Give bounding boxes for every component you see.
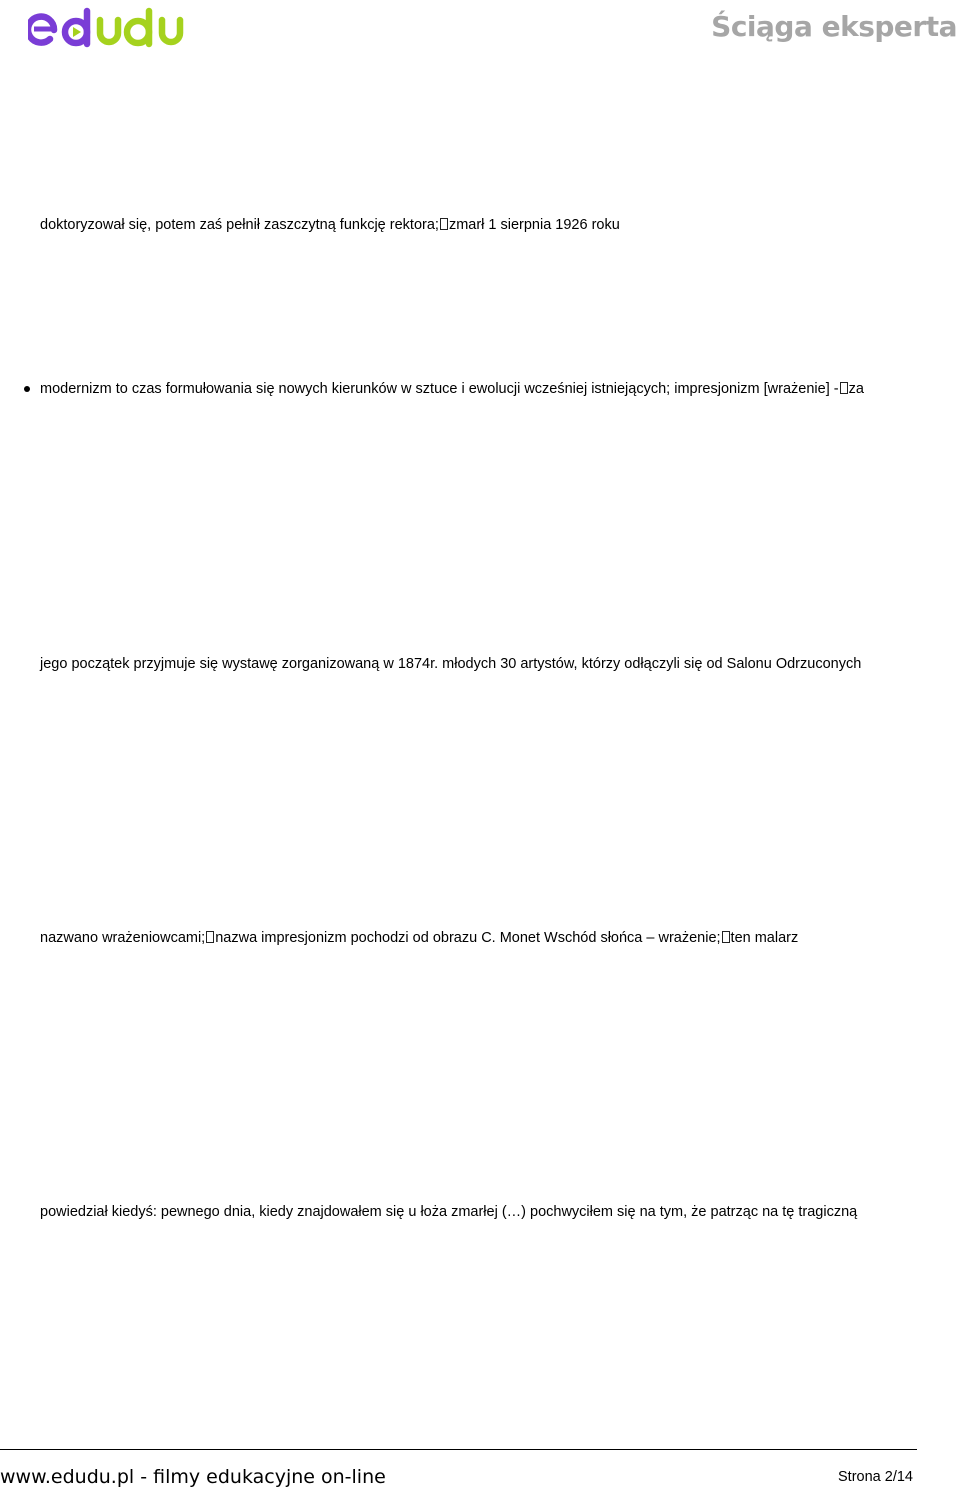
missing-glyph-box (440, 218, 448, 230)
text-segment: modernizm to czas formułowania się nowych kierunków w sztuce i ewolucji wcześniej istniejących; impresjonizm [wrażenie] - (40, 381, 839, 397)
text-segment: jego początek przyjmuje się wystawę zorganizowaną w 1874r. młodych 30 artystów, którzy odłączyli się od Salonu Odrzuconych (40, 656, 862, 672)
text-segment: ten malarz (730, 930, 799, 946)
text-segment: doktoryzował się, potem zaś pełnił zaszczytną funkcję rektora; (40, 217, 439, 233)
text-line-2 (40, 380, 864, 398)
text-segment: nazwano wrażeniowcami; (40, 930, 206, 946)
missing-glyph-box (206, 931, 214, 943)
footer-divider (0, 1449, 917, 1450)
text-line-4 (40, 929, 798, 947)
footer-site-link[interactable]: www.edudu.pl - filmy edukacyjne on-line (0, 1466, 386, 1488)
text-segment: powiedział kiedyś: pewnego dnia, kiedy znajdowałem się u łoża zmarłej (…) pochwyciłem się na tym, że patrząc na tę tragiczną (40, 1204, 858, 1220)
bullet-point (24, 386, 30, 392)
text-segment: zmarł 1 sierpnia 1926 roku (448, 217, 620, 233)
text-segment: nazwa impresjonizm pochodzi od obrazu C. Monet Wschód słońca – wrażenie; (215, 930, 721, 946)
text-line-3 (40, 655, 861, 673)
page-number: Strona 2/14 (838, 1469, 913, 1485)
header-tagline: Ściąga eksperta (711, 10, 957, 43)
missing-glyph-box (840, 382, 848, 394)
text-line-1 (40, 216, 620, 234)
edudu-logo[interactable] (28, 6, 188, 50)
text-segment: za (848, 381, 864, 397)
text-line-5 (40, 1203, 857, 1221)
missing-glyph-box (722, 931, 730, 943)
